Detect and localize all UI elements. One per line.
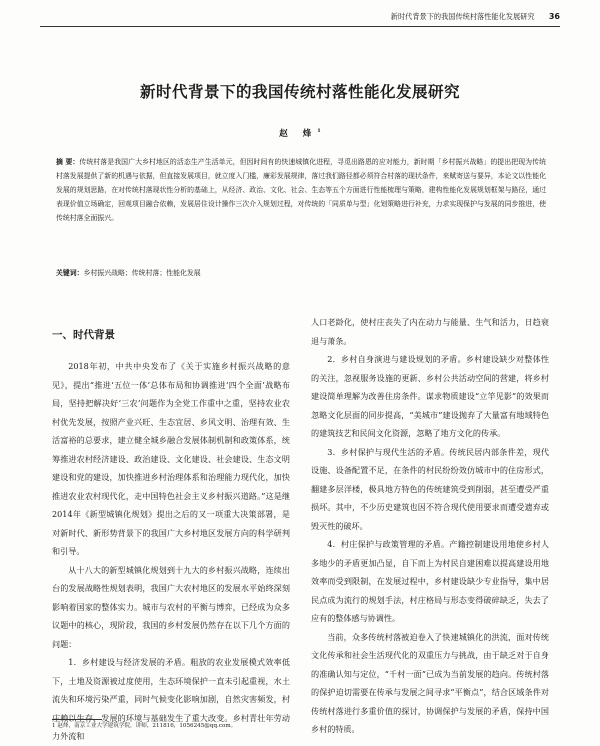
page-number: 36 [548,12,560,21]
paragraph: 3．乡村保护与现代生活的矛盾。传统民居内部条件差，现代设施、设备配置不足，在条件的村民纷纷效仿城市中的住房形式，翻建多层洋楼，极具地方特色的传统建筑受到削弱，甚至遭受严重损坏。其中，不少历史建筑也因不符合现代使用要求而遭受遗弃或毁灭性的破坏。 [311,446,549,531]
paragraph: 1．乡村建设与经济发展的矛盾。粗放的农业发展模式效率低下，土地及资源被过度使用，生态环境保护一直未引起重视，水土流失和环境污染严重，同时气候变化影响加剧，自然灾害频发，村庄赖以生存、发展的环境与基础发生了重大改变。乡村青壮年劳动力外流和 [52,657,290,741]
body-column-left [52,313,290,746]
paragraph: 2018年初，中共中央发布了《关于实施乡村振兴战略的意见》，提出“推进‘五位一体’总体布局和协调推进‘四个全面’战略布局，坚持把解决好‘三农’问题作为全党工作重中之重，坚持农业农村优先发展，按照产业兴旺、生态宜居、乡风文明、治理有效、生活富裕的总要求，建立健全城乡融合发展体制机制和政策体系，统筹推进农村经济建设、政治建设、文化建设、社会建设、生态文明建设和党的建设，加快推进乡村治理体系和治理能力现代化，加快推进农业农村现代化，走中国特色社会主义乡村振兴道路。”这是继2014年《新型城镇化规划》提出之后的又一项重大决策部署，是对新时代、新形势背景下的我国广大乡村地区发展方向的科学研判和引导。 [52,361,290,556]
paragraph: 2．乡村自身演进与建设规划的矛盾。乡村建设缺少对整体性的关注，忽视服务设施的更新、乡村公共活动空间的营建，将乡村建设简单理解为改善住房条件。谋求物质建设“立竿见影”的效果而忽略文化层面的同步提高，“美城市”建设抛弃了大量富有地域特色的建筑技艺和民间文化资源，忽略了地方文化的传承。 [311,354,549,438]
author-name: 赵 烽 [279,129,318,139]
body-column-right [311,313,549,739]
running-title: 新时代背景下的我国传统村落性能化发展研究 [390,12,535,21]
keywords-label: 关键词： [56,269,84,277]
abstract-label: 摘 要： [56,158,80,166]
running-header [40,8,560,27]
author-line [0,127,600,139]
paragraph: 4．村庄保护与政策管理的矛盾。产籍控制建设用地使乡村人多地少的矛盾更加凸显，自下而上为村民自建困难以提高建设用地效率而受到限制，在发展过程中，乡村建设缺少专业指导，集中居民点成为流行的规划手法，村庄格局与形态变得破碎缺乏，失去了应有的整体感与协调性。 [311,539,549,623]
keywords [56,267,546,279]
abstract [56,155,546,225]
footnote-divider [52,719,102,720]
abstract-text: 传统村落是我国广大乡村地区的活态生产生活单元，但因时间有的快速城镇化进程，寻觅出路恩的应对能力，新时期「乡村振兴战略」的提出把现为传统村落发展提供了新的机遇与依据，但直接发展项目，就立度入门槛，廉彩发展规律，落过我们路径都必须符合村落的现状条件，来赋寄送与要异，本论文以性能化发展的规划思路，在对传统村落现状性分析的基础上，从经济、政治、文化、社会、生态等五个方面进行性能梳理与策略，建构性能化发展规划框架与路径，通过表现价值立场确定，回观项目融合依赖，发展居住设计操作三次介入规划过程，对传统的「同质单与型」化划策略进行补充，力求实现保护与发展的同步推进，使传统村落全面振兴。 [56,158,546,223]
paragraph: 从十八大的新型城镇化规划到十九大的乡村振兴战略，连续出台的发展战略性规划表明，我国广大农村地区的发展水平始终深刻影响着国家的整体实力。城市与农村的平衡与博弈，已经成为众多议题中的核心，现阶段，我国的乡村发展仍然存在以下几个方面的问题： [52,564,290,649]
section-heading: 一、时代背景 [52,329,115,341]
keywords-text: 乡村振兴战略；传统村落；性能化发展 [83,269,201,277]
footnote: 1 赵烽，南京工业大学建筑学院，讲师，211816，1056245@qq.com。 [52,723,237,729]
author-footnote-mark: 1 [317,128,321,135]
article-title: 新时代背景下的我国传统村落性能化发展研究 [139,83,460,101]
paragraph: 人口老龄化，使村庄丧失了内在动力与能量、生气和活力，日趋衰退与萧条。 [311,317,549,346]
paragraph: 当前，众多传统村落被迫卷入了快速城镇化的洪流，面对传统文化传承和社会生活现代化的双重压力与挑战，由于缺乏对于自身的准确认知与定位，“千村一面”已成为当前发展的趋向。传统村落的保护迫切需要在传承与发展之间寻求“平衡点”，结合区域条件对传统村落进行多重价值的探讨，协调保护与发展的矛盾，保持中国乡村的特质。 [311,631,549,734]
